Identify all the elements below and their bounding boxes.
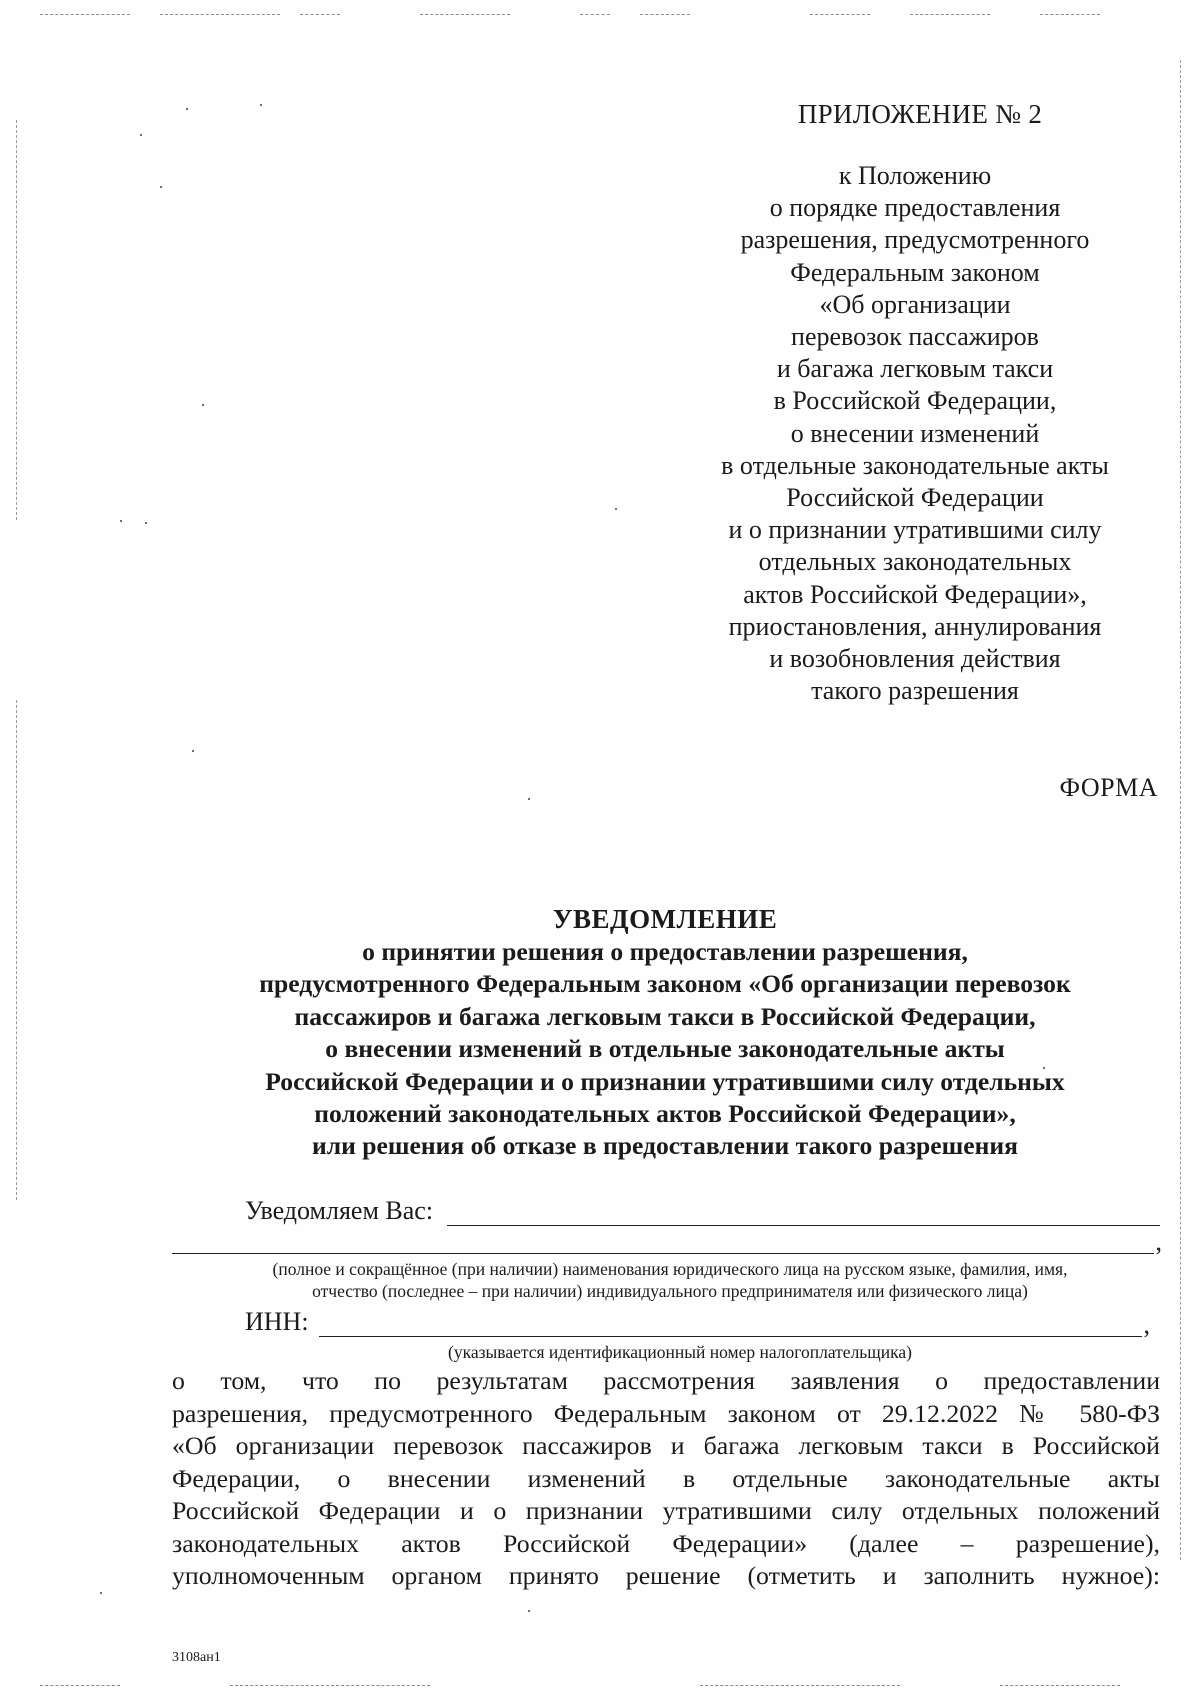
inn-hint: (указывается идентификационный номер налогоплательщика) [448,1342,912,1362]
notice-subtitle-line: предусмотренного Федеральным законом «Об организации перевозок [259,969,1071,999]
body-line: уполномоченным органом принято решение (отметить и заполнить нужное): [172,1561,1160,1590]
body-line: разрешения, предусмотренного Федеральным законом от 29.12.2022 № 580-ФЗ [172,1398,1160,1428]
appendix-reference-line: Федеральным законом [790,257,1040,287]
body-line: о том, что по результатам рассмотрения заявления о предоставлении [172,1366,1160,1395]
appendix-reference-line: приостановления, аннулирования [728,611,1102,641]
appendix-reference-line: перевозок пассажиров [791,322,1039,352]
notice-subtitle-line: пассажиров и багажа легковым такси в Российской Федерации, [294,1001,1036,1031]
body-line: Федерации, о внесении изменений в отдельные законодательные акты [172,1463,1160,1493]
recipient-label: Уведомляем Вас: [245,1196,434,1225]
notice-subtitle-line: Российской Федерации и о признании утратившими силу отдельных [265,1066,1065,1096]
notice-subtitle-line: о принятии решения о предоставлении разрешения, [362,937,968,966]
appendix-reference-line: такого разрешения [811,676,1019,706]
recipient-input-line[interactable] [447,1201,1160,1226]
appendix-reference-line: Российской Федерации [786,483,1044,513]
appendix-reference-line: в отдельные законодательные акты [721,450,1109,480]
inn-input-line[interactable] [319,1312,1142,1337]
notice-title: УВЕДОМЛЕНИЕ [552,904,778,934]
comma: , [1143,1310,1150,1339]
appendix-reference-line: отдельных законодательных [758,547,1072,577]
recipient-hint-line: (полное и сокращённое (при наличии) наименования юридического лица на русском языке, фамилия, имя, [272,1259,1068,1279]
appendix-reference-line: актов Российской Федерации», [743,579,1087,609]
recipient-continuation-row [172,1227,1162,1256]
notice-subtitle-line: о внесении изменений в отдельные законодательные акты [325,1034,1005,1064]
recipient-field-row [245,1196,1160,1226]
recipient-hint-line: отчество (последнее – при наличии) индивидуального предпринимателя или физического лица) [312,1281,1028,1301]
notice-subtitle-line: положений законодательных актов Российской Федерации», [314,1099,1016,1129]
appendix-reference-line: и багажа легковым такси [776,354,1054,384]
appendix-reference-line: и возобновления действия [769,644,1061,674]
recipient-continuation-line[interactable] [172,1233,1154,1254]
notice-subtitle [150,936,1180,1163]
appendix-reference-line: «Об организации [819,289,1011,319]
body-line: «Об организации перевозок пассажиров и багажа легковым такси в Российской [172,1431,1160,1460]
recipient-hint [190,1258,1150,1302]
body-paragraph [172,1365,1160,1593]
inn-field-row [245,1307,1150,1337]
form-label: ФОРМА [1059,773,1158,802]
body-line: Российской Федерации и о признании утратившими силу отдельных положений [172,1496,1160,1525]
appendix-reference-line: к Положению [838,161,992,190]
inn-label: ИНН: [245,1307,309,1336]
appendix-reference-line: разрешения, предусмотренного [740,225,1090,255]
document-code: 3108ан1 [172,1650,221,1665]
appendix-title: ПРИЛОЖЕНИЕ № 2 [797,99,1043,129]
comma: , [1155,1227,1162,1256]
appendix-reference-line: о порядке предоставления [769,193,1061,223]
appendix-reference-line: и о признании утратившими силу [728,515,1102,545]
appendix-reference-line: о внесении изменений [790,418,1040,448]
notice-subtitle-line: или решения об отказе в предоставлении такого разрешения [312,1131,1018,1161]
body-line: законодательных актов Российской Федерации» (далее – разрешение), [172,1528,1160,1558]
appendix-reference [660,160,1170,707]
appendix-reference-line: в Российской Федерации, [773,386,1057,416]
